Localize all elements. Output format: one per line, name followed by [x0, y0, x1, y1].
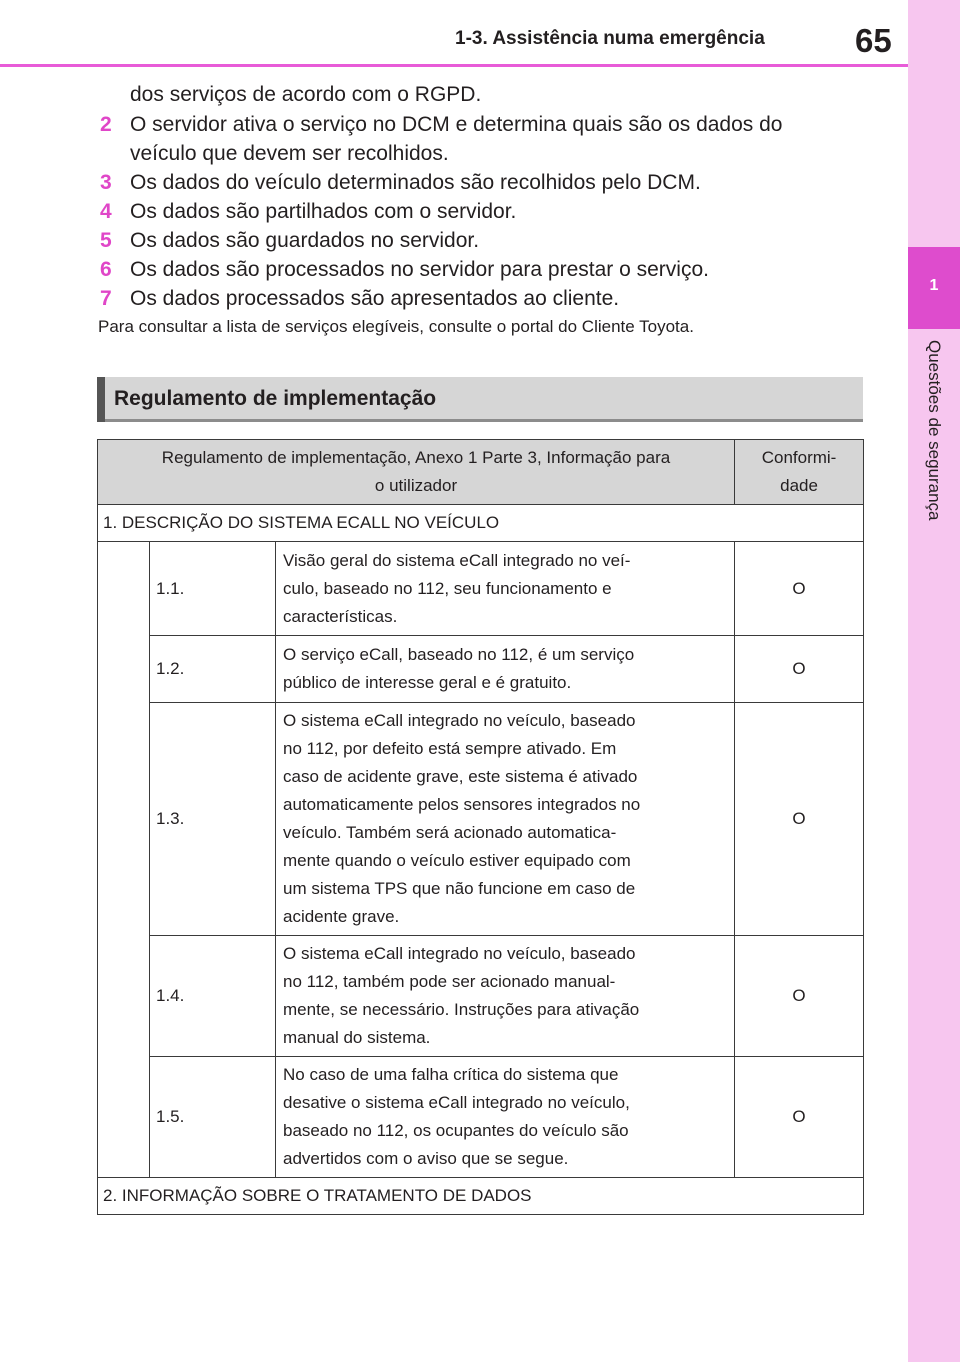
row-line: O sistema eCall integrado no veículo, baseado	[283, 944, 636, 963]
step-item	[100, 168, 870, 197]
step-number: 2	[100, 113, 112, 136]
table-header-row	[98, 440, 864, 505]
row-line: manual do sistema.	[283, 1028, 431, 1047]
table-row	[98, 936, 864, 1057]
step-text: Os dados são guardados no servidor.	[130, 229, 480, 252]
header-text: dade	[780, 476, 818, 495]
table-header-regulation	[98, 440, 735, 505]
table-section-row	[98, 505, 864, 542]
row-line: O serviço eCall, baseado no 112, é um serviço	[283, 645, 635, 664]
section-1-title: 1. DESCRIÇÃO DO SISTEMA ECALL NO VEÍCULO	[98, 505, 864, 542]
section-title: Regulamento de implementação	[114, 387, 437, 410]
row-description	[276, 936, 735, 1057]
chapter-number: 1	[929, 277, 939, 294]
step-text: Os dados do veículo determinados são recolhidos pelo DCM.	[130, 171, 701, 194]
step-list	[100, 110, 870, 313]
table-section-row	[98, 1178, 864, 1215]
row-line: caso de acidente grave, este sistema é ativado	[283, 767, 638, 786]
step-item	[100, 226, 870, 255]
row-line: no 112, também pode ser acionado manual-	[283, 972, 616, 991]
row-line: características.	[283, 606, 398, 626]
step-item	[100, 255, 870, 284]
table-row	[98, 542, 864, 636]
chapter-tab	[908, 247, 960, 329]
row-conformity: O	[735, 703, 864, 936]
table-row	[98, 636, 864, 703]
chapter-label: Questões de segurança	[925, 340, 944, 521]
row-description	[276, 542, 735, 636]
row-conformity: O	[735, 542, 864, 636]
header-text: o utilizador	[374, 476, 458, 495]
row-line: público de interesse geral e é gratuito.	[283, 673, 572, 692]
step-number: 4	[100, 200, 112, 223]
step-item	[100, 284, 870, 313]
row-line: culo, baseado no 112, seu funcionamento e	[283, 578, 612, 598]
note-text: Para consultar a lista de serviços elegíveis, consulte o portal do Cliente Toyota.	[98, 317, 694, 336]
section-heading-bar	[97, 377, 863, 422]
step-number: 5	[100, 229, 112, 252]
page-number: 65	[855, 22, 892, 59]
intro-line: dos serviços de acordo com o RGPD.	[130, 83, 482, 106]
row-code: 1.1.	[150, 542, 276, 636]
step-text: Os dados processados são apresentados ao cliente.	[130, 287, 620, 310]
row-conformity: O	[735, 1057, 864, 1178]
running-header-title: 1-3. Assistência numa emergência	[455, 28, 765, 49]
row-line: O sistema eCall integrado no veículo, baseado	[283, 711, 636, 730]
row-line: mente quando o veículo estiver equipado com	[283, 851, 631, 870]
header-text: Regulamento de implementação, Anexo 1 Parte 3, Informação para	[161, 448, 671, 467]
step-text: veículo que devem ser recolhidos.	[130, 142, 449, 165]
row-line: veículo. Também será acionado automatica-	[283, 823, 617, 842]
regulation-table	[97, 439, 864, 1215]
table-header-conformity	[735, 440, 864, 505]
row-code: 1.4.	[150, 936, 276, 1057]
indent-cell	[98, 542, 150, 1178]
row-line: desative o sistema eCall integrado no veículo,	[283, 1093, 630, 1112]
row-line: baseado no 112, os ocupantes do veículo são	[283, 1121, 629, 1140]
header-rule	[0, 64, 908, 67]
row-conformity: O	[735, 936, 864, 1057]
step-item	[100, 197, 870, 226]
step-number: 3	[100, 171, 112, 194]
section-2-title: 2. INFORMAÇÃO SOBRE O TRATAMENTO DE DADOS	[98, 1178, 864, 1215]
row-description	[276, 703, 735, 936]
table-row	[98, 1057, 864, 1178]
row-line: no 112, por defeito está sempre ativado. Em	[283, 739, 617, 758]
side-thumb-strip	[908, 0, 960, 1362]
row-line: No caso de uma falha crítica do sistema que	[283, 1065, 619, 1084]
step-number: 7	[100, 287, 112, 310]
step-number: 6	[100, 258, 112, 281]
row-description	[276, 1057, 735, 1178]
row-line: um sistema TPS que não funcione em caso de	[283, 879, 636, 898]
row-conformity: O	[735, 636, 864, 703]
row-line: mente, se necessário. Instruções para ativação	[283, 1000, 640, 1019]
row-code: 1.5.	[150, 1057, 276, 1178]
section-heading-accent	[97, 377, 105, 422]
header-text: Conformi-	[761, 448, 837, 467]
step-item	[100, 110, 870, 168]
step-text: O servidor ativa o serviço no DCM e determina quais são os dados do	[130, 113, 783, 136]
step-text: Os dados são processados no servidor para prestar o serviço.	[130, 258, 709, 281]
row-line: acidente grave.	[283, 907, 400, 926]
step-text: Os dados são partilhados com o servidor.	[130, 200, 517, 223]
row-description	[276, 636, 735, 703]
row-code: 1.3.	[150, 703, 276, 936]
table-row	[98, 703, 864, 936]
row-line: automaticamente pelos sensores integrados no	[283, 795, 641, 814]
row-line: Visão geral do sistema eCall integrado no veí-	[283, 550, 631, 570]
row-line: advertidos com o aviso que se segue.	[283, 1149, 569, 1168]
row-code: 1.2.	[150, 636, 276, 703]
